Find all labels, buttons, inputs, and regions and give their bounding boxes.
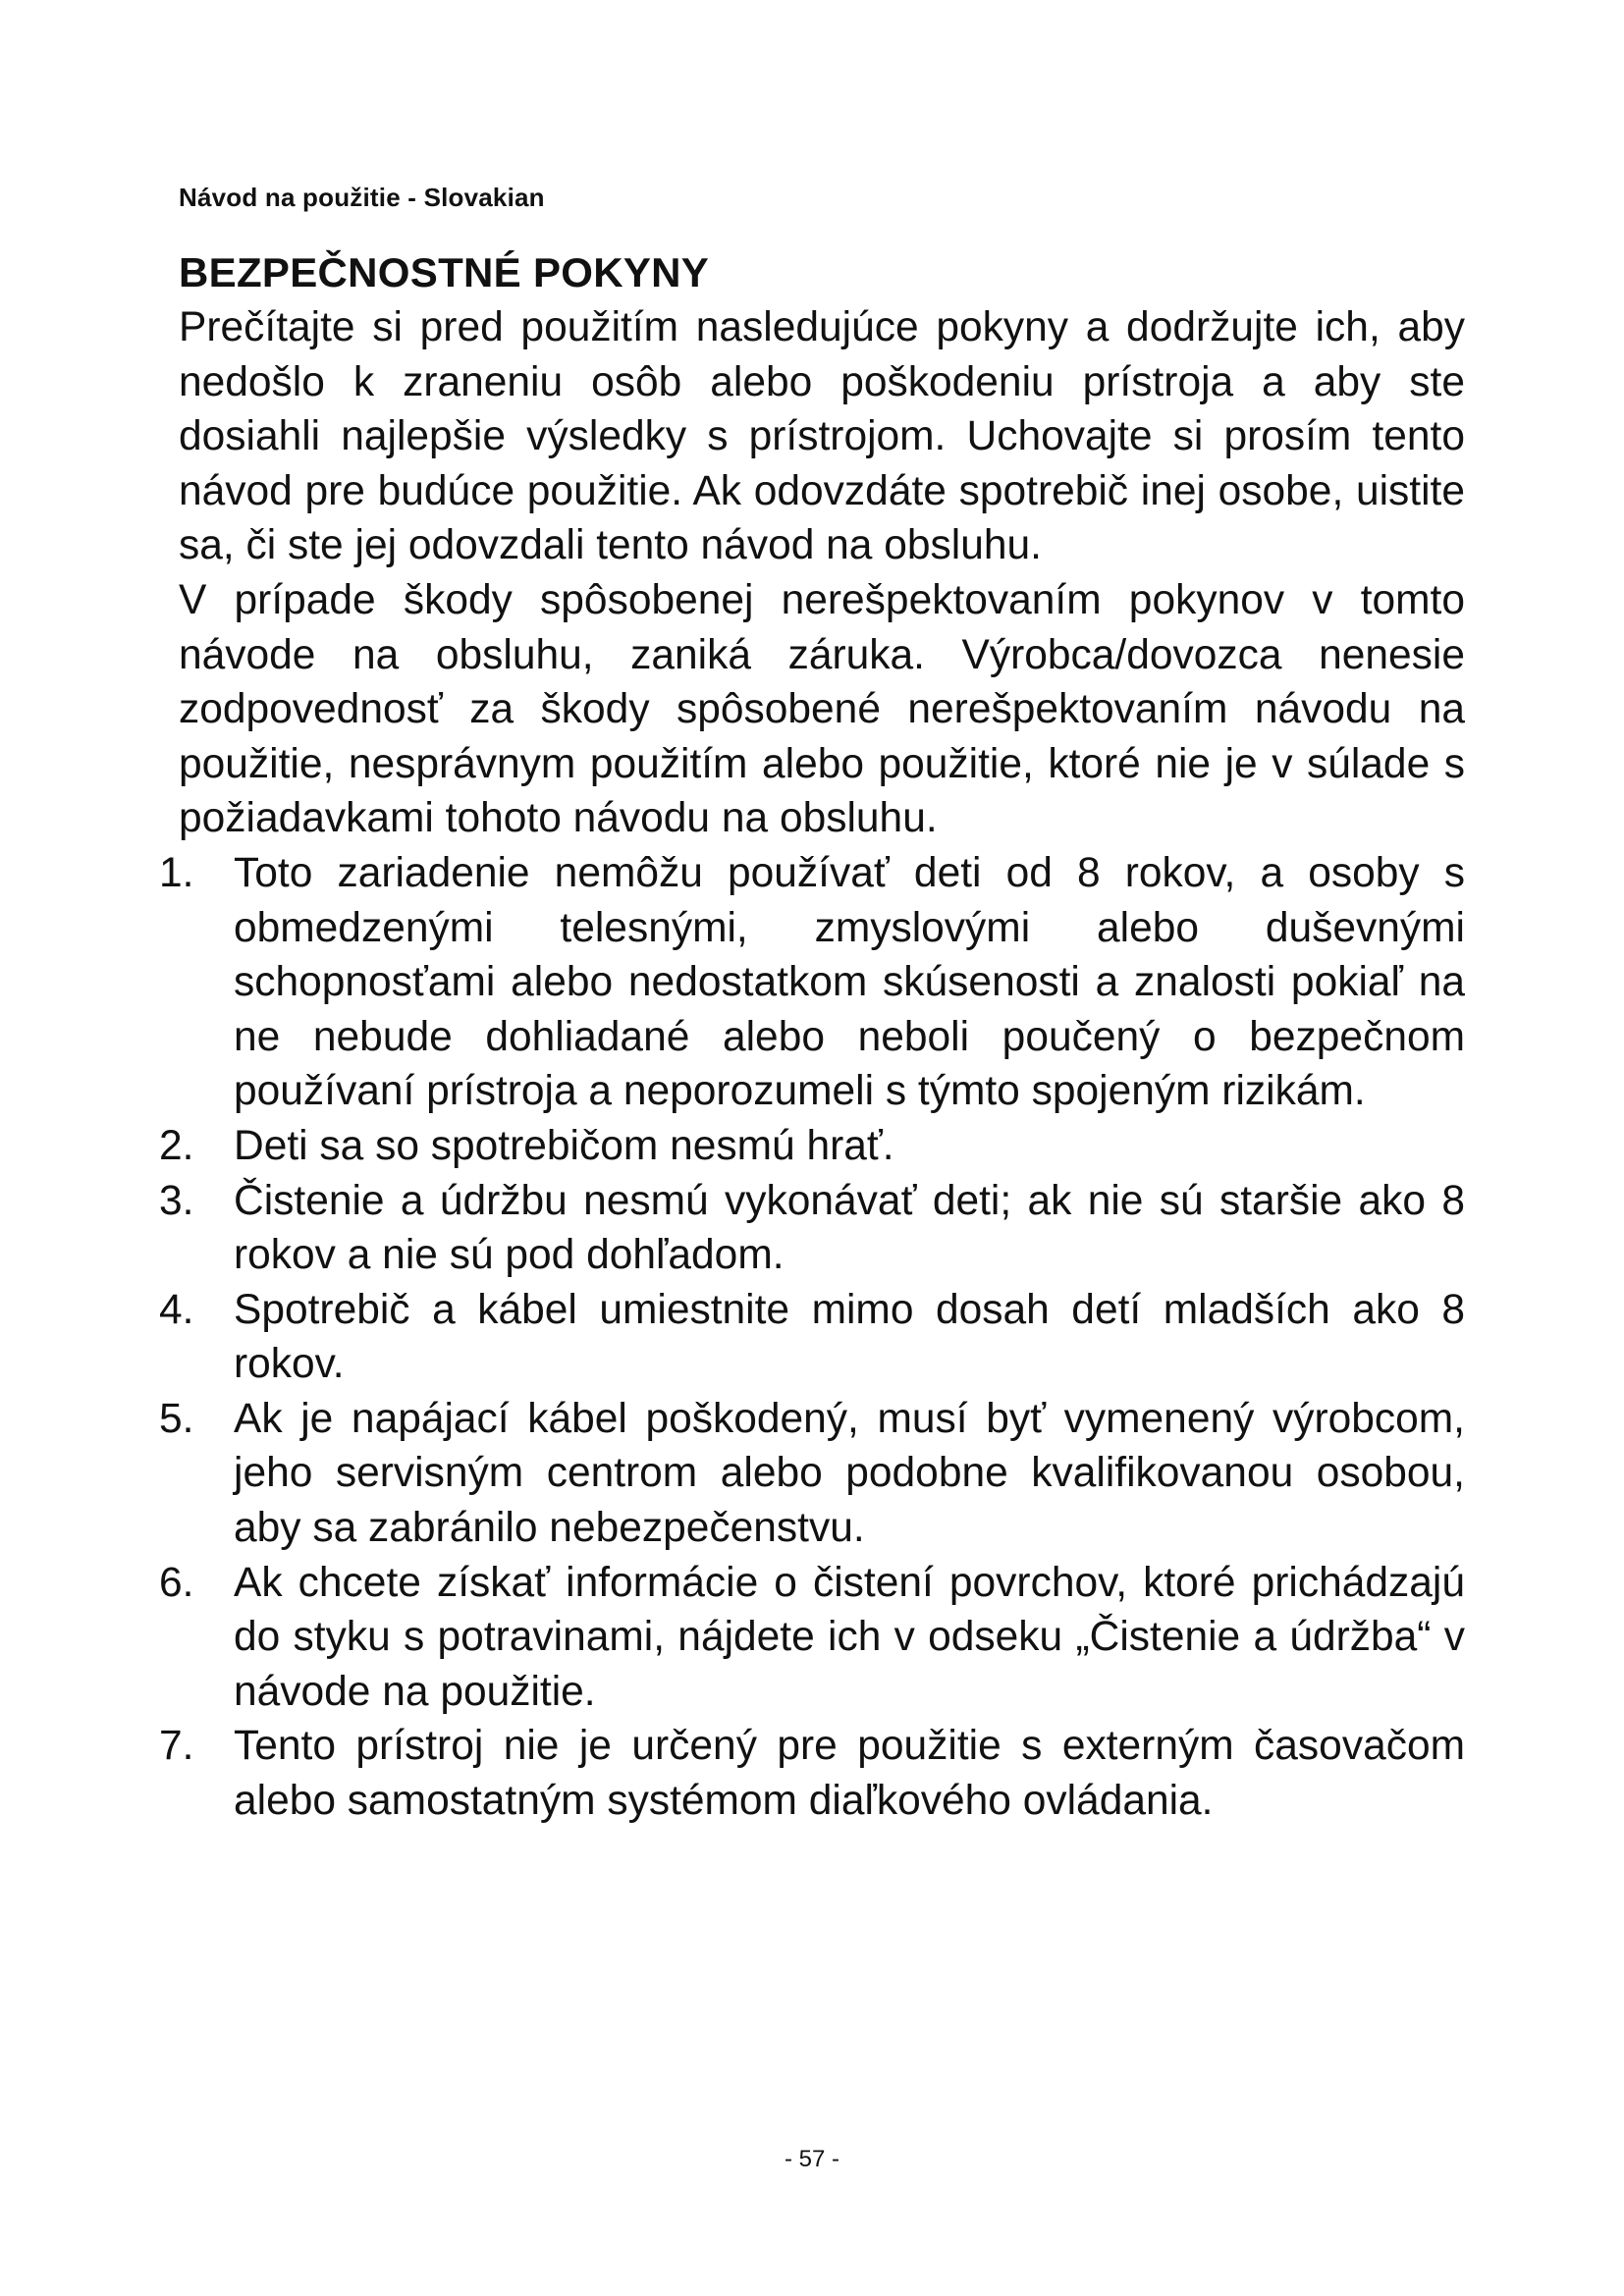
list-item-text: Spotrebič a kábel umiestnite mimo dosah detí mladších ako 8 rokov. [234,1286,1465,1388]
page-number: - 57 - [784,2146,839,2172]
page-header: Návod na použitie - Slovakian [179,183,545,212]
list-item [159,846,1465,1119]
list-item-number: 7. [159,1723,194,1770]
list-item-text: Deti sa so spotrebičom nesmú hrať. [234,1122,894,1169]
list-item [159,1119,1465,1174]
warranty-paragraph: V prípade škody spôsobenej nerešpektovaním pokynov v tomto návode na obsluhu, zaniká záruka. Výrobca/dovozca nenesie zodpovednosť za škody spôsobené nerešpektovaním návodu na použitie, nesprávnym použitím alebo použitie, ktoré nie je v súlade s požiadavkami tohoto návodu na obsluhu. [179,576,1465,842]
list-item [159,1174,1465,1283]
list-item [159,1556,1465,1720]
section-title: BEZPEČNOSTNÉ POKYNY [179,249,710,295]
list-item-number: 4. [159,1286,194,1333]
list-item-number: 3. [159,1177,194,1224]
list-item-text: Čistenie a údržbu nesmú vykonávať deti; ak nie sú staršie ako 8 rokov a nie sú pod dohľadom. [234,1177,1465,1279]
list-item-text: Tento prístroj nie je určený pre použitie s externým časovačom alebo samostatným systémom diaľkového ovládania. [234,1723,1465,1825]
list-item-text: Ak je napájací kábel poškodený, musí byť vymenený výrobcom, jeho servisným centrom alebo podobne kvalifikovanou osobou, aby sa zabránilo nebezpečenstvu. [234,1395,1465,1552]
list-item-text: Toto zariadenie nemôžu používať deti od 8 rokov, a osoby s obmedzenými telesnými, zmyslovými alebo duševnými schopnosťami alebo nedostatkom skúsenosti a znalosti pokiaľ na ne nebude dohliadané alebo neboli poučený o bezpečnom používaní prístroja a neporozumeli s týmto spojeným rizikám. [234,849,1465,1115]
list-item-number: 5. [159,1395,194,1442]
list-item-text: Ak chcete získať informácie o čistení povrchov, ktoré prichádzajú do styku s potravinami, nájdete ich v odseku „Čistenie a údržba“ v návode na použitie. [234,1559,1465,1715]
safety-section [159,245,1465,1829]
safety-instructions-list [159,846,1465,1829]
list-item [159,1392,1465,1556]
list-item-number: 2. [159,1122,194,1169]
list-item-number: 6. [159,1559,194,1606]
intro-paragraph: Prečítajte si pred použitím nasledujúce pokyny a dodržujte ich, aby nedošlo k zraneniu osôb alebo poškodeniu prístroja a aby ste dosiahli najlepšie výsledky s prístrojom. Uchovajte si prosím tento návod pre budúce použitie. Ak odovzdáte spotrebič inej osobe, uistite sa, či ste jej odovzdali tento návod na obsluhu. [179,304,1465,569]
list-item [159,1719,1465,1828]
list-item [159,1283,1465,1392]
list-item-number: 1. [159,849,194,896]
